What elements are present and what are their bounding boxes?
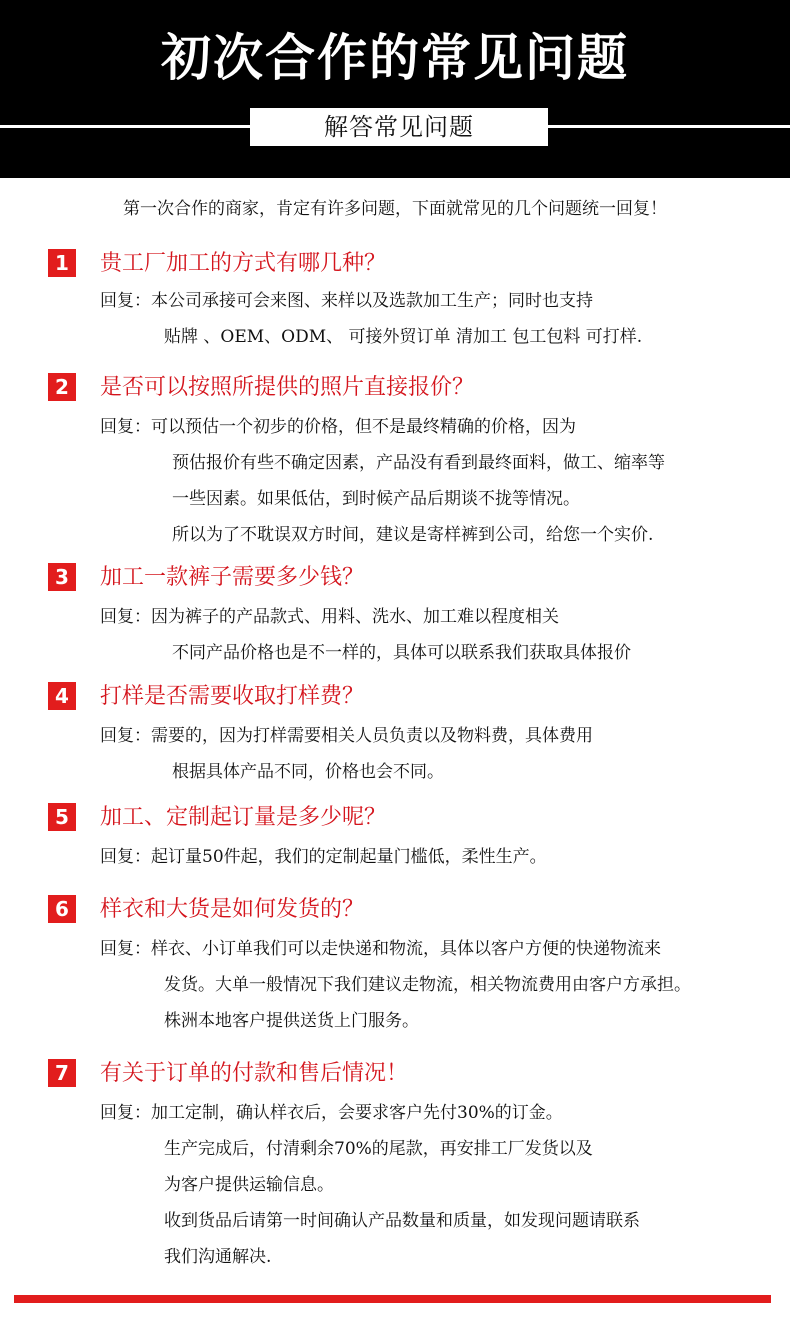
faq-question: 样衣和大货是如何发货的？ — [100, 897, 365, 922]
faq-answer-line: 生产完成后，付清剩余70%的尾款，再安排工厂发货以及 — [164, 1139, 593, 1159]
faq-answer-line: 回复：需要的，因为打样需要相关人员负责以及物料费，具体费用 — [100, 726, 593, 746]
faq-answer-line: 预估报价有些不确定因素，产品没有看到最终面料，做工、缩率等 — [172, 453, 665, 473]
faq-answer-line: 根据具体产品不同，价格也会不同。 — [172, 762, 444, 782]
faq-question: 加工一款裤子需要多少钱？ — [100, 565, 365, 590]
header-divider-right — [548, 125, 790, 128]
faq-question-row — [0, 370, 790, 406]
faq-item-2 — [0, 370, 790, 545]
faq-question-row — [0, 679, 790, 715]
faq-question: 有关于订单的付款和售后情况！ — [100, 1061, 409, 1086]
faq-answer-line: 所以为了不耽误双方时间，建议是寄样裤到公司，给您一个实价. — [172, 525, 654, 545]
faq-answer-line: 为客户提供运输信息。 — [164, 1175, 334, 1195]
faq-answer-line: 回复：因为裤子的产品款式、用料、洗水、加工难以程度相关 — [100, 607, 559, 627]
faq-number-badge: 7 — [48, 1059, 76, 1087]
faq-question-row — [0, 246, 790, 282]
page-header — [0, 0, 790, 178]
faq-number-badge: 2 — [48, 373, 76, 401]
faq-answer-line: 发货。大单一般情况下我们建议走物流，相关物流费用由客户方承担。 — [164, 975, 691, 995]
faq-item-3 — [0, 560, 790, 663]
faq-question: 打样是否需要收取打样费？ — [100, 684, 365, 709]
faq-number-badge: 1 — [48, 249, 76, 277]
faq-item-6 — [0, 892, 790, 1031]
faq-question: 贵工厂加工的方式有哪几种？ — [100, 251, 387, 276]
faq-answer-line: 不同产品价格也是不一样的，具体可以联系我们获取具体报价 — [172, 643, 631, 663]
page-subtitle: 解答常见问题 — [250, 108, 548, 146]
faq-answer-line: 回复：起订量50件起，我们的定制起量门槛低，柔性生产。 — [100, 847, 547, 867]
bottom-divider — [14, 1295, 771, 1303]
faq-answer-line: 回复：样衣、小订单我们可以走快递和物流，具体以客户方便的快递物流来 — [100, 939, 661, 959]
faq-answer-line: 收到货品后请第一时间确认产品数量和质量，如发现问题请联系 — [164, 1211, 640, 1231]
faq-number-badge: 3 — [48, 563, 76, 591]
faq-question-row — [0, 800, 790, 836]
faq-answer-line: 株洲本地客户提供送货上门服务。 — [164, 1011, 419, 1031]
faq-question-row — [0, 560, 790, 596]
faq-answer-line: 回复：本公司承接可会来图、来样以及选款加工生产；同时也支持 — [100, 291, 593, 311]
faq-item-4 — [0, 679, 790, 782]
faq-number-badge: 4 — [48, 682, 76, 710]
page-title: 初次合作的常见问题 — [161, 28, 629, 87]
faq-question: 加工、定制起订量是多少呢？ — [100, 805, 387, 830]
header-divider-left — [0, 125, 250, 128]
faq-question-row — [0, 892, 790, 928]
faq-answer-line: 我们沟通解决. — [164, 1247, 272, 1267]
faq-answer-line: 回复：加工定制，确认样衣后，会要求客户先付30%的订金。 — [100, 1103, 563, 1123]
faq-item-5 — [0, 800, 790, 867]
intro-text: 第一次合作的商家，肯定有许多问题，下面就常见的几个问题统一回复！ — [123, 199, 667, 219]
faq-question-row — [0, 1056, 790, 1092]
faq-answer-line: 贴牌 、OEM、ODM、 可接外贸订单 清加工 包工包料 可打样. — [164, 327, 643, 347]
faq-item-7 — [0, 1056, 790, 1267]
faq-answer-line: 回复：可以预估一个初步的价格，但不是最终精确的价格，因为 — [100, 417, 576, 437]
faq-answer-line: 一些因素。如果低估，到时候产品后期谈不拢等情况。 — [172, 489, 580, 509]
faq-item-1 — [0, 246, 790, 347]
faq-number-badge: 6 — [48, 895, 76, 923]
faq-question: 是否可以按照所提供的照片直接报价？ — [100, 375, 475, 400]
faq-number-badge: 5 — [48, 803, 76, 831]
